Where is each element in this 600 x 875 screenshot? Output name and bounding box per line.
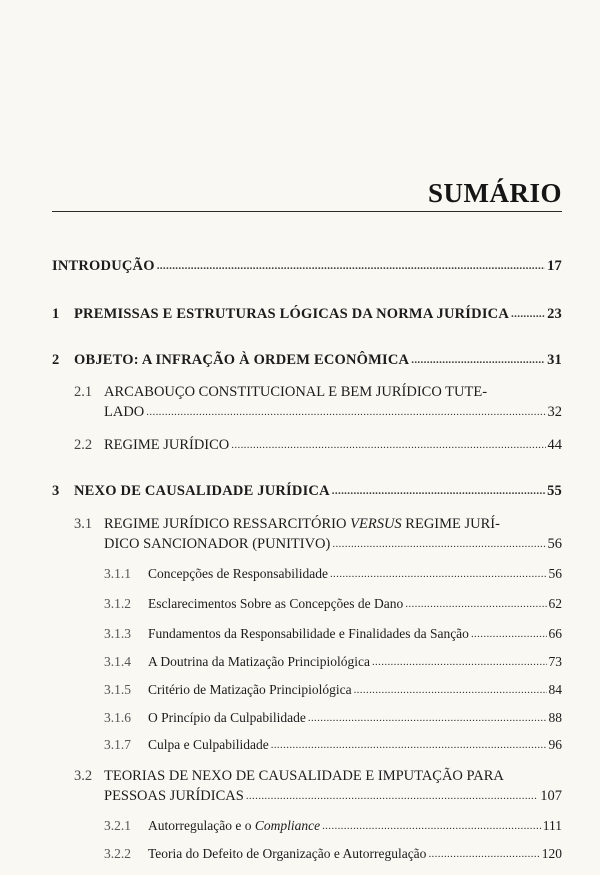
toc-label: NEXO DE CAUSALIDADE JURÍDICA: [74, 483, 330, 499]
toc-number: 3.1.2: [104, 596, 131, 611]
toc-entry-chapter-2[interactable]: [52, 352, 562, 369]
toc-label: Teoria do Defeito de Organização e Autorregulação: [148, 846, 427, 861]
toc-label: INTRODUÇÃO: [52, 258, 155, 274]
dot-leader: [322, 820, 541, 832]
dot-leader: [405, 598, 546, 610]
toc-entry-chapter-1[interactable]: [52, 306, 562, 323]
toc-number: 3.1.7: [104, 737, 131, 752]
toc-number: 2.2: [74, 437, 93, 453]
toc-page-number: 23: [547, 306, 562, 322]
toc-label-continued: DICO SANCIONADOR (PUNITIVO): [104, 536, 331, 552]
toc-label-italic: VERSUS: [350, 516, 402, 532]
toc-page-number: 31: [547, 352, 562, 368]
toc-number: 3.2.2: [104, 846, 131, 861]
toc-number: 3.1.3: [104, 626, 131, 641]
toc-entry-2-1-line1[interactable]: [74, 384, 487, 401]
toc-entry-3-2[interactable]: [104, 788, 562, 805]
dot-leader: [372, 656, 547, 668]
dot-leader: [428, 848, 539, 860]
toc-page-number: 55: [547, 483, 562, 499]
toc-page-number: 17: [547, 258, 562, 274]
dot-leader: [308, 712, 547, 724]
toc-label: Esclarecimentos Sobre as Concepções de Dano: [148, 596, 404, 611]
page-title: SUMÁRIO: [427, 178, 562, 208]
toc-page-number: 111: [542, 818, 562, 833]
toc-number: 2: [52, 352, 60, 368]
toc-entry-3-1-2[interactable]: [104, 596, 562, 612]
toc-page-number: 62: [548, 596, 562, 611]
toc-number: 3.1.1: [104, 566, 131, 581]
toc-label: Critério de Matização Principiológica: [148, 682, 352, 697]
toc-label: Culpa e Culpabilidade: [148, 737, 269, 752]
toc-entry-3-1-6[interactable]: [104, 710, 562, 726]
dot-leader: [330, 568, 547, 580]
toc-page-number: 84: [548, 682, 562, 697]
toc-label-text: Autorregulação e o: [148, 818, 255, 833]
toc-page-number: 107: [540, 788, 562, 804]
toc-entry-3-1-4[interactable]: [104, 654, 562, 670]
dot-leader: [271, 739, 547, 751]
toc-label-continued: PESSOAS JURÍDICAS: [104, 788, 244, 804]
toc-label: A Doutrina da Matização Principiológica: [148, 654, 370, 669]
toc-page-number: 56: [547, 536, 562, 552]
toc-number: 3.1: [74, 516, 93, 532]
toc-page-number: 32: [547, 404, 562, 420]
toc-number: 3.1.4: [104, 654, 131, 669]
toc-entry-3-2-line1[interactable]: [74, 768, 504, 785]
toc-entry-3-2-2[interactable]: [104, 846, 562, 862]
toc-entry-3-1[interactable]: [104, 536, 562, 553]
toc-entry-introducao[interactable]: [52, 258, 562, 275]
toc-number: 3.2.1: [104, 818, 131, 833]
toc-number: 2.1: [74, 384, 93, 400]
toc-entry-3-1-3[interactable]: [104, 626, 562, 642]
toc-entry-3-1-7[interactable]: [104, 737, 562, 753]
dot-leader: [411, 354, 545, 366]
toc-number: 3.1.6: [104, 710, 131, 725]
toc-label: Fundamentos da Responsabilidade e Finalidades da Sanção: [148, 626, 469, 641]
toc-number: 1: [52, 306, 60, 322]
dot-leader: [354, 684, 547, 696]
toc-page-number: 56: [548, 566, 562, 581]
toc-entry-chapter-3[interactable]: [52, 483, 562, 500]
toc-label: REGIME JURÍDICO RESSARCITÓRIO: [104, 516, 351, 532]
dot-leader: [146, 406, 545, 418]
toc-label: PREMISSAS E ESTRUTURAS LÓGICAS DA NORMA JURÍDICA: [74, 306, 510, 322]
toc-entry-3-1-1[interactable]: [104, 566, 562, 582]
toc-number: 3.2: [74, 768, 93, 784]
toc-label: REGIME JURÍ-: [401, 516, 500, 532]
dot-leader: [511, 308, 545, 320]
toc-number: 3: [52, 483, 60, 499]
toc-label-italic: Compliance: [254, 818, 321, 833]
dot-leader: [231, 439, 545, 451]
dot-leader: [332, 538, 545, 550]
toc-entry-3-2-1[interactable]: [104, 818, 562, 834]
toc-entry-3-1-5[interactable]: [104, 682, 562, 698]
toc-page-number: 96: [548, 737, 562, 752]
dot-leader: [246, 790, 538, 802]
toc-page-number: 73: [548, 654, 562, 669]
toc-label: O Princípio da Culpabilidade: [148, 710, 306, 725]
toc-label: OBJETO: A INFRAÇÃO À ORDEM ECONÔMICA: [74, 352, 410, 368]
toc-entry-2-1[interactable]: [104, 404, 562, 421]
toc-page-number: 88: [548, 710, 562, 725]
dot-leader: [471, 628, 547, 640]
toc-label: TEORIAS DE NEXO DE CAUSALIDADE E IMPUTAÇÃO PARA: [104, 768, 504, 784]
dot-leader: [157, 260, 545, 272]
title-divider: [52, 211, 562, 212]
toc-page-number: 44: [547, 437, 562, 453]
toc-entry-3-1-line1[interactable]: [74, 516, 500, 533]
toc-label: ARCABOUÇO CONSTITUCIONAL E BEM JURÍDICO TUTE-: [104, 384, 488, 400]
toc-page-number: 66: [548, 626, 562, 641]
dot-leader: [332, 485, 545, 497]
toc-label: REGIME JURÍDICO: [104, 437, 230, 453]
toc-label-continued: LADO: [104, 404, 145, 420]
toc-number: 3.1.5: [104, 682, 131, 697]
toc-entry-2-2[interactable]: [74, 437, 562, 454]
toc-label: Concepções de Responsabilidade: [148, 566, 328, 581]
toc-page-number: 120: [541, 846, 562, 861]
toc-label: [148, 818, 320, 834]
